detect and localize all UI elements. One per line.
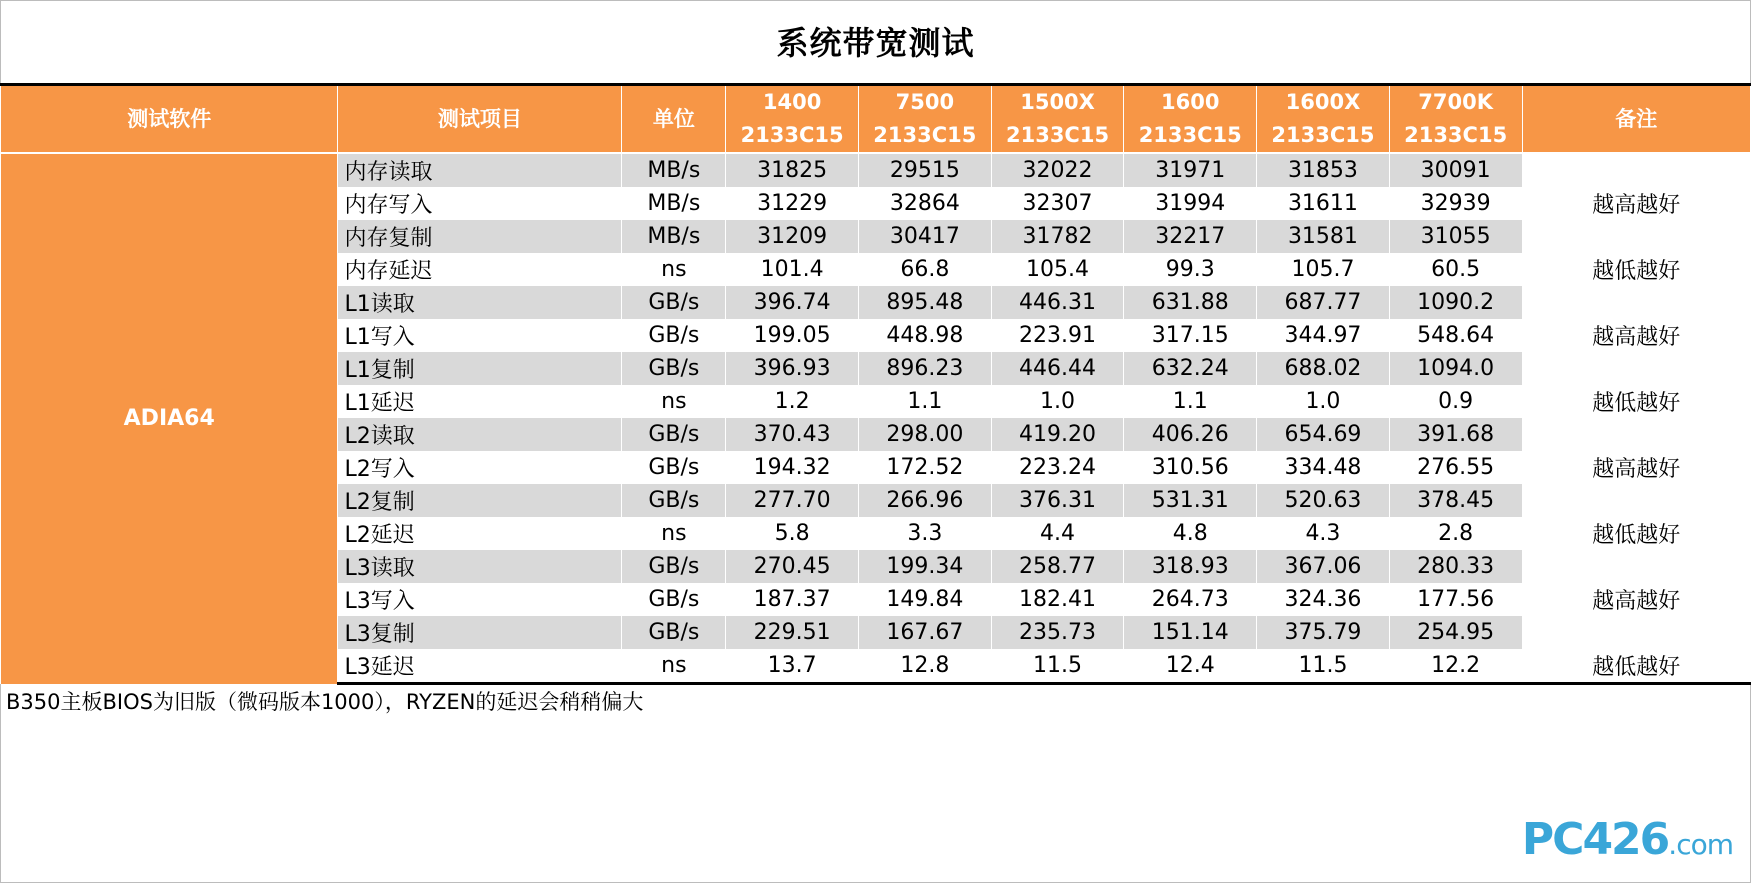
unit-cell: GB/s [622,418,726,451]
test-item-cell: L1写入 [338,319,622,352]
cpu-name: 1400 [762,90,822,114]
cpu-mem: 2133C15 [873,123,977,147]
value-cell: 2.8 [1389,517,1522,550]
header-cpu-1600 [1124,86,1257,153]
value-cell: 448.98 [858,319,991,352]
unit-cell: GB/s [622,550,726,583]
value-cell: 270.45 [726,550,859,583]
table-row [1,153,1751,187]
value-cell: 310.56 [1124,451,1257,484]
unit-cell: GB/s [622,451,726,484]
value-cell: 446.31 [991,286,1124,319]
header-unit: 单位 [622,86,726,153]
cpu-mem: 2133C15 [1138,123,1242,147]
header-cpu-7500 [858,86,991,153]
logo-main: PC426 [1521,814,1669,865]
unit-cell: ns [622,517,726,550]
cpu-mem: 2133C15 [1271,123,1375,147]
value-cell: 1.1 [1124,385,1257,418]
unit-cell: GB/s [622,352,726,385]
value-cell: 12.4 [1124,649,1257,684]
value-cell: 258.77 [991,550,1124,583]
unit-cell: ns [622,385,726,418]
value-cell: 177.56 [1389,583,1522,616]
cpu-name: 7700K [1418,90,1494,114]
value-cell: 187.37 [726,583,859,616]
value-cell: 298.00 [858,418,991,451]
cpu-name: 1500X [1020,90,1095,114]
value-cell: 632.24 [1124,352,1257,385]
test-item-cell: L2读取 [338,418,622,451]
value-cell: 223.91 [991,319,1124,352]
test-item-cell: L1读取 [338,286,622,319]
value-cell: 11.5 [1257,649,1390,684]
value-cell: 378.45 [1389,484,1522,517]
value-cell: 276.55 [1389,451,1522,484]
test-item-cell: L3延迟 [338,649,622,684]
value-cell: 60.5 [1389,253,1522,286]
unit-cell: GB/s [622,583,726,616]
value-cell: 687.77 [1257,286,1390,319]
value-cell: 235.73 [991,616,1124,649]
site-logo [1522,814,1733,865]
value-cell: 277.70 [726,484,859,517]
test-item-cell: L2延迟 [338,517,622,550]
test-item-cell: L1复制 [338,352,622,385]
unit-cell: MB/s [622,153,726,187]
page-title: 系统带宽测试 [776,24,975,62]
unit-cell: GB/s [622,484,726,517]
value-cell: 688.02 [1257,352,1390,385]
value-cell: 105.7 [1257,253,1390,286]
value-cell: 31229 [726,187,859,220]
value-cell: 375.79 [1257,616,1390,649]
value-cell: 318.93 [1124,550,1257,583]
test-item-cell: L3写入 [338,583,622,616]
value-cell: 30417 [858,220,991,253]
value-cell: 520.63 [1257,484,1390,517]
header-cpu-1400 [726,86,859,153]
value-cell: 254.95 [1389,616,1522,649]
value-cell: 396.93 [726,352,859,385]
header-cpu-7700k [1389,86,1522,153]
cpu-mem: 2133C15 [1404,123,1508,147]
value-cell: 419.20 [991,418,1124,451]
value-cell: 31209 [726,220,859,253]
value-cell: 223.24 [991,451,1124,484]
value-cell: 896.23 [858,352,991,385]
header-cpu-1600x [1257,86,1390,153]
value-cell: 280.33 [1389,550,1522,583]
value-cell: 66.8 [858,253,991,286]
test-item-cell: 内存复制 [338,220,622,253]
test-item-cell: L2写入 [338,451,622,484]
header-cpu-1500x [991,86,1124,153]
value-cell: 12.2 [1389,649,1522,684]
test-item-cell: L1延迟 [338,385,622,418]
value-cell: 31853 [1257,153,1390,187]
value-cell: 32939 [1389,187,1522,220]
remark-cell: 越高越好 [1522,286,1751,385]
test-item-cell: L3读取 [338,550,622,583]
value-cell: 396.74 [726,286,859,319]
value-cell: 370.43 [726,418,859,451]
value-cell: 1.2 [726,385,859,418]
remark-cell: 越高越好 [1522,153,1751,253]
unit-cell: ns [622,253,726,286]
remark-cell: 越低越好 [1522,253,1751,286]
unit-cell: GB/s [622,319,726,352]
value-cell: 1.1 [858,385,991,418]
value-cell: 1090.2 [1389,286,1522,319]
value-cell: 631.88 [1124,286,1257,319]
value-cell: 895.48 [858,286,991,319]
cpu-mem: 2133C15 [740,123,844,147]
value-cell: 4.8 [1124,517,1257,550]
value-cell: 11.5 [991,649,1124,684]
value-cell: 32307 [991,187,1124,220]
value-cell: 32864 [858,187,991,220]
table-body [1,153,1751,684]
value-cell: 317.15 [1124,319,1257,352]
value-cell: 151.14 [1124,616,1257,649]
test-item-cell: L2复制 [338,484,622,517]
remark-cell: 越低越好 [1522,517,1751,550]
value-cell: 654.69 [1257,418,1390,451]
value-cell: 548.64 [1389,319,1522,352]
value-cell: 264.73 [1124,583,1257,616]
value-cell: 1.0 [1257,385,1390,418]
value-cell: 32217 [1124,220,1257,253]
remark-cell: 越低越好 [1522,649,1751,684]
cpu-name: 7500 [895,90,955,114]
cpu-mem: 2133C15 [1005,123,1110,147]
value-cell: 31055 [1389,220,1522,253]
value-cell: 1094.0 [1389,352,1522,385]
unit-cell: GB/s [622,616,726,649]
value-cell: 30091 [1389,153,1522,187]
value-cell: 105.4 [991,253,1124,286]
header-remark: 备注 [1522,86,1751,153]
value-cell: 31581 [1257,220,1390,253]
value-cell: 172.52 [858,451,991,484]
value-cell: 406.26 [1124,418,1257,451]
value-cell: 3.3 [858,517,991,550]
footnote: B350主板BIOS为旧版（微码版本1000），RYZEN的延迟会稍稍偏大 [6,690,644,714]
header-item: 测试项目 [338,86,622,153]
value-cell: 194.32 [726,451,859,484]
unit-cell: ns [622,649,726,684]
value-cell: 199.34 [858,550,991,583]
cpu-name: 1600X [1285,90,1361,114]
value-cell: 266.96 [858,484,991,517]
value-cell: 31611 [1257,187,1390,220]
unit-cell: MB/s [622,220,726,253]
remark-cell: 越低越好 [1522,385,1751,418]
value-cell: 12.8 [858,649,991,684]
header-software: 测试软件 [1,86,338,153]
value-cell: 4.4 [991,517,1124,550]
value-cell: 101.4 [726,253,859,286]
value-cell: 31994 [1124,187,1257,220]
cpu-name: 1600 [1161,90,1220,114]
value-cell: 1.0 [991,385,1124,418]
value-cell: 29515 [858,153,991,187]
value-cell: 391.68 [1389,418,1522,451]
value-cell: 376.31 [991,484,1124,517]
value-cell: 31971 [1124,153,1257,187]
value-cell: 531.31 [1124,484,1257,517]
software-cell: ADIA64 [1,153,338,684]
value-cell: 149.84 [858,583,991,616]
value-cell: 31825 [726,153,859,187]
value-cell: 4.3 [1257,517,1390,550]
value-cell: 31782 [991,220,1124,253]
value-cell: 199.05 [726,319,859,352]
value-cell: 32022 [991,153,1124,187]
test-item-cell: L3复制 [338,616,622,649]
remark-cell: 越高越好 [1522,418,1751,517]
value-cell: 5.8 [726,517,859,550]
value-cell: 182.41 [991,583,1124,616]
value-cell: 324.36 [1257,583,1390,616]
remark-cell: 越高越好 [1522,550,1751,649]
test-item-cell: 内存写入 [338,187,622,220]
test-item-cell: 内存延迟 [338,253,622,286]
value-cell: 334.48 [1257,451,1390,484]
logo-suffix: .com [1668,828,1733,861]
unit-cell: MB/s [622,187,726,220]
value-cell: 446.44 [991,352,1124,385]
value-cell: 167.67 [858,616,991,649]
header-row [1,86,1751,153]
value-cell: 367.06 [1257,550,1390,583]
bandwidth-table [0,86,1751,685]
value-cell: 0.9 [1389,385,1522,418]
value-cell: 13.7 [726,649,859,684]
value-cell: 99.3 [1124,253,1257,286]
test-item-cell: 内存读取 [338,153,622,187]
value-cell: 229.51 [726,616,859,649]
unit-cell: GB/s [622,286,726,319]
value-cell: 344.97 [1257,319,1390,352]
